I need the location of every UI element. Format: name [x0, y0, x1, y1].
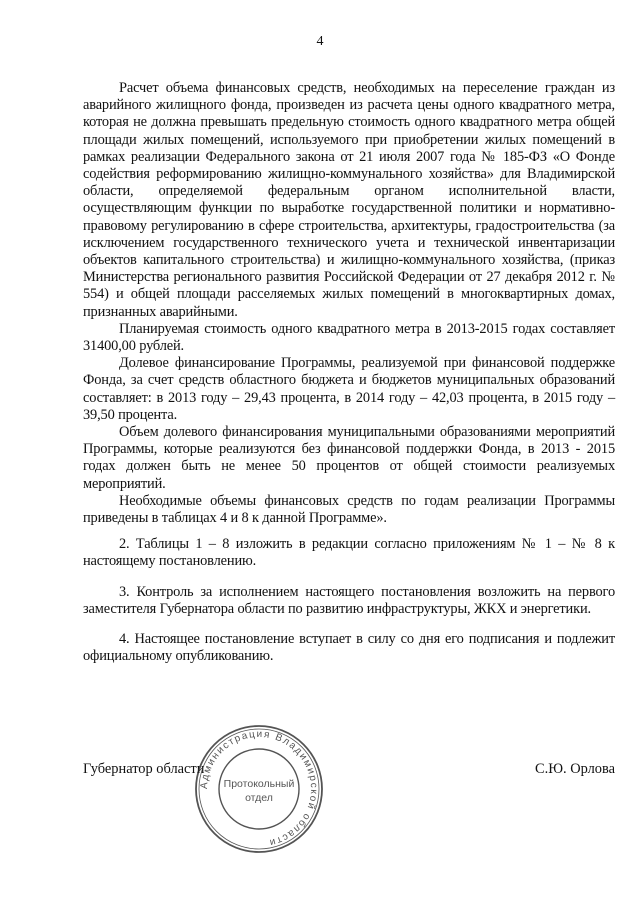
seal-inner-line-1: Протокольный — [223, 778, 295, 790]
paragraph-planned-cost: Планируемая стоимость одного квадратного метра в 2013-2015 годах составляет 31400,00 рублей. — [83, 320, 615, 355]
page-number: 4 — [316, 34, 324, 49]
paragraph-item-4: 4. Настоящее постановление вступает в силу со дня его подписания и подлежит официальному опубликованию. — [83, 631, 615, 665]
paragraph-calculation: Расчет объема финансовых средств, необходимых на переселение граждан из аварийного жилищного фонда, произведен из расчета цены одного квадратного метра, которая не должна превышать предельную стоимость одного квадратного метра общей площади жилых помещений, используемого при приобретении жилых помещений в рамках реализации Федерального закона от 21 июля 2007 года № 185-ФЗ «О Фонде содействия реформированию жилищно-коммунального хозяйства» для Владимирской области, определяемой федеральным органом исполнительной власти, осуществляющим функции по выработке государственной политики и нормативно-правовому регулированию в сфере строительства, архитектуры, градостроительства (за исключением государственного технического учета и технической инвентаризации объектов капитального строительства) и жилищно-коммунального хозяйства, (приказ Министерства регионального развития Российской Федерации от 27 декабря 2012 г. № 554) и общей площади расселяемых жилых помещений в многоквартирных домах, признанных аварийными. — [83, 80, 615, 320]
paragraph-cofinancing: Долевое финансирование Программы, реализуемой при финансовой поддержке Фонда, за счет средств областного бюджета и бюджетов муниципальных образований составляет: в 2013 году – 29,43 процента, в 2014 году – 42,03 процента, в 2015 году – 39,50 процента. — [83, 355, 615, 423]
seal-outer-text: Администрация Владимирской области — [198, 728, 320, 849]
paragraph-funding-tables: Необходимые объемы финансовых средств по годам реализации Программы приведены в таблицах 4 и 8 к данной Программе». — [83, 492, 615, 527]
paragraph-municipal-share: Объем долевого финансирования муниципальными образованиями мероприятий Программы, которые реализуются без финансовой поддержки Фонда, в 2013 - 2015 годах должен быть не менее 50 процентов от общей стоимости реализуемых мероприятий. — [83, 424, 615, 492]
seal-inner-line-2: отдел — [245, 792, 273, 804]
signature-block — [83, 761, 615, 781]
document-body — [83, 80, 615, 666]
official-seal-icon — [193, 723, 325, 855]
paragraph-item-2: 2. Таблицы 1 – 8 изложить в редакции согласно приложениям № 1 – № 8 к настоящему постановлению. — [83, 536, 615, 570]
signatory-name: С.Ю. Орлова — [535, 761, 615, 777]
signatory-title: Губернатор области — [83, 761, 205, 777]
paragraph-item-3: 3. Контроль за исполнением настоящего постановления возложить на первого заместителя Губернатора области по развитию инфраструктуры, ЖКХ и энергетики. — [83, 583, 615, 617]
